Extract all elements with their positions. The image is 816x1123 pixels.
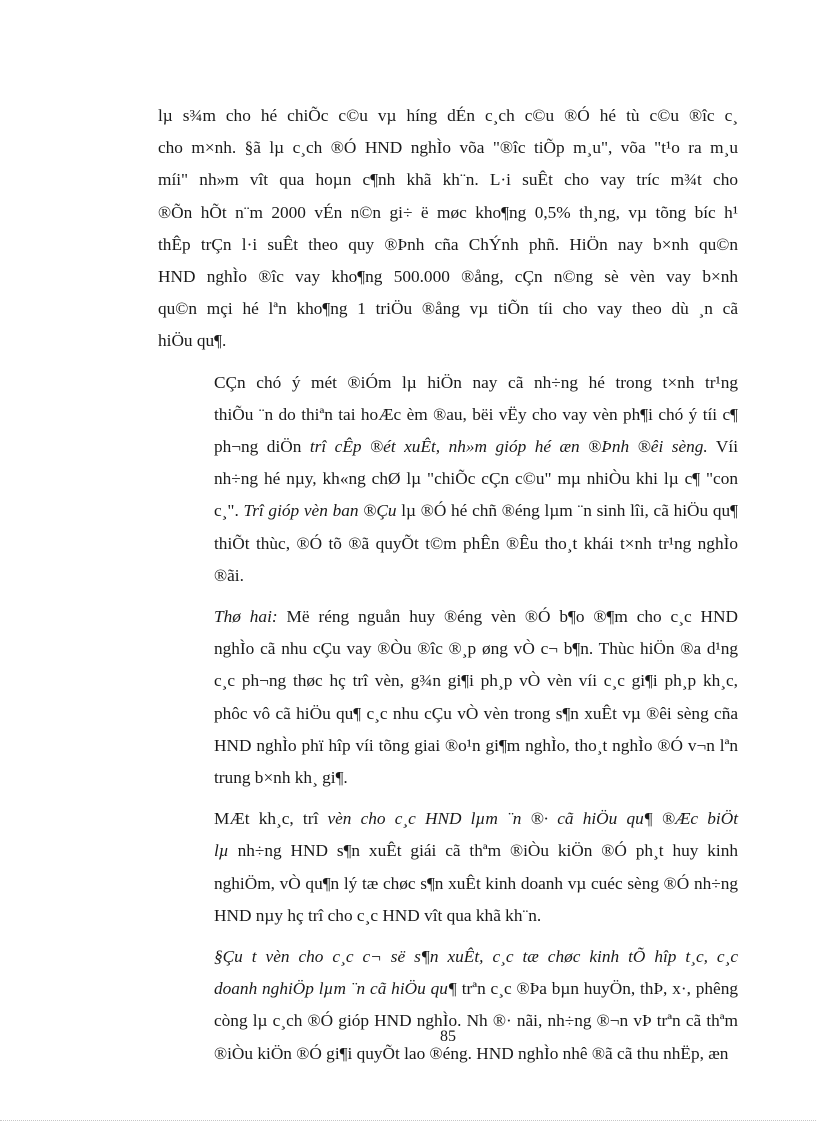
text-line [158, 463, 738, 495]
text-run: lµ s¾m cho hé chiÕc c©u vµ híng dÉn c¸ch c©u ®Ó hé tù c©u ®îc c¸ [158, 106, 738, 125]
text-run: c¸". [214, 501, 244, 521]
text-run: qu©n mçi hé lªn kho¶ng 1 triÖu ®ång vµ tiÕn tíi cho vay theo dù ¸n cã [158, 299, 738, 319]
text-line [158, 100, 738, 132]
text-run: Më réng nguån huy ®éng vèn ®Ó b¶o ®¶m cho c¸c HND [277, 607, 738, 627]
text-line [158, 528, 738, 560]
text-run: nghiÖm, vÒ qu¶n lý tæ chøc s¶n xuÊt kinh doanh vµ cuéc sèng ®Ó nh÷ng [214, 873, 738, 893]
paragraph [158, 100, 738, 358]
text-run: ®Õn hÕt n¨m 2000 vÉn n©n gi÷ ë møc kho¶ng 0,5% th¸ng, vµ tõng bíc h¹ [158, 202, 738, 222]
text-run: HND nghÌo phï hîp víi tõng giai ®o¹n gi¶m nghÌo, tho¸t nghÌo ®Ó v¬n lªn [214, 735, 738, 755]
text-line [158, 325, 738, 357]
text-run: thiÕu ¨n do thiªn tai hoÆc èm ®au, bëi vËy cho vay vèn ph¶i chó ý tíi c¶ [214, 404, 738, 424]
text-line [158, 164, 738, 196]
text-run: HND nghÌo ®îc vay kho¶ng 500.000 ®ång, cÇn n©ng sè vèn vay b×nh [158, 267, 738, 287]
text-run: HND nµy hç trî cho c¸c HND vît qua khã kh¨n. [214, 905, 542, 925]
text-line [158, 132, 738, 164]
italic-text-run: vèn cho c¸c HND lµm ¨n ®· cã hiÖu qu¶ ®Æc biÖt [327, 809, 738, 829]
text-run: nh÷ng HND s¶n xuÊt giái cã thªm ®iÒu kiÖn ®Ó ph¸t huy kinh [228, 841, 738, 861]
text-line [158, 665, 738, 697]
text-line [158, 730, 738, 762]
text-run: nh÷ng hé nµy, kh«ng chØ lµ "chiÕc cÇn c©u" mµ nhiÒu khi lµ c¶ "con [214, 469, 738, 489]
text-line [158, 698, 738, 730]
text-line [158, 431, 738, 463]
text-run: thÊp trÇn l·i suÊt theo quy ®Þnh cña ChÝnh phñ. HiÖn nay b×nh qu©n [158, 234, 738, 254]
text-line [158, 762, 738, 794]
text-line [158, 495, 738, 527]
text-run: cho m×nh. §ã lµ c¸ch ®Ó HND nghÌo võa "®îc tiÕp m¸u", võa "t¹o ra m¸u [158, 138, 738, 158]
text-run: ph¬ng diÖn [214, 437, 310, 457]
text-run: c¸c ph¬ng thøc hç trî vèn, g¾n gi¶i ph¸p vÒ vèn víi c¸c gi¶i ph¸p kh¸c, [214, 671, 738, 691]
text-run: trªn c¸c ®Þa bµn huyÖn, thÞ, x·, phêng [456, 979, 738, 999]
italic-text-run: lµ [214, 841, 229, 861]
text-run: míi" nh»m vît qua hoµn c¶nh khã kh¨n. L·i suÊt cho vay tríc m¾t cho [158, 170, 738, 190]
text-line [158, 197, 738, 229]
text-line [158, 293, 738, 325]
text-line [158, 900, 738, 932]
text-run: ®iÒu kiÖn ®Ó gi¶i quyÕt lao ®éng. HND nghÌo nhê ®ã cã thu nhËp, æn [214, 1043, 729, 1063]
text-line [158, 835, 738, 867]
text-run: MÆt kh¸c, trî [214, 809, 328, 829]
text-line [158, 601, 738, 633]
page-number: 85 [440, 1028, 456, 1045]
text-line [158, 399, 738, 431]
text-line [158, 261, 738, 293]
text-line [158, 367, 738, 399]
italic-text-run: doanh nghiÖp lµm ¨n cã hiÖu qu¶ [214, 979, 457, 999]
text-run: trung b×nh kh¸ gi¶. [214, 768, 348, 788]
text-run: lµ ®Ó hé chñ ®éng lµm ¨n sinh lîi, cã hiÖu qu¶ [396, 501, 738, 521]
text-line [158, 973, 738, 1005]
text-line [158, 560, 738, 592]
text-run: ®ãi. [214, 565, 244, 585]
paragraphs [158, 100, 738, 1070]
text-line [158, 803, 738, 835]
page-edge-rule [0, 1120, 816, 1121]
text-run: hiÖu qu¶. [158, 331, 227, 351]
paragraph [158, 601, 738, 794]
page-body [158, 100, 738, 1079]
italic-text-run: §Çu t vèn cho c¸c c¬ së s¶n xuÊt, c¸c tæ chøc kinh tÕ hîp t¸c, c¸c [214, 947, 738, 967]
italic-text-run: Thø hai: [214, 607, 278, 627]
text-run: thiÕt thùc, ®Ó tõ ®ã quyÕt t©m phÊn ®Êu tho¸t khái t×nh tr¹ng nghÌo [214, 533, 738, 553]
text-run: CÇn chó ý mét ®iÓm lµ hiÖn nay cã nh÷ng hé trong t×nh tr¹ng [214, 372, 738, 392]
text-run: còng lµ c¸ch ®Ó gióp HND nghÌo. Nh ®· nãi, nh÷ng ®¬n vÞ trªn cã thªm [214, 1011, 738, 1031]
text-line [158, 229, 738, 261]
paragraph [158, 803, 738, 932]
paragraph [158, 367, 738, 592]
text-line [158, 868, 738, 900]
text-run: phôc vô cã hiÖu qu¶ c¸c nhu cÇu vÒ vèn trong s¶n xuÊt vµ ®êi sèng cña [214, 703, 738, 723]
italic-text-run: trî cÊp ®ét xuÊt, nh»m gióp hé æn ®Þnh ®êi sèng. [309, 437, 708, 457]
italic-text-run: Trî gióp vèn ban ®Çu [243, 501, 397, 521]
paragraph [158, 941, 738, 1070]
text-run: nghÌo cã nhu cÇu vay ®Òu ®îc ®¸p øng vÒ c¬ b¶n. Thùc hiÖn ®a d¹ng [214, 639, 738, 659]
text-run: Víi [707, 437, 738, 457]
text-line [158, 941, 738, 973]
text-line [158, 633, 738, 665]
